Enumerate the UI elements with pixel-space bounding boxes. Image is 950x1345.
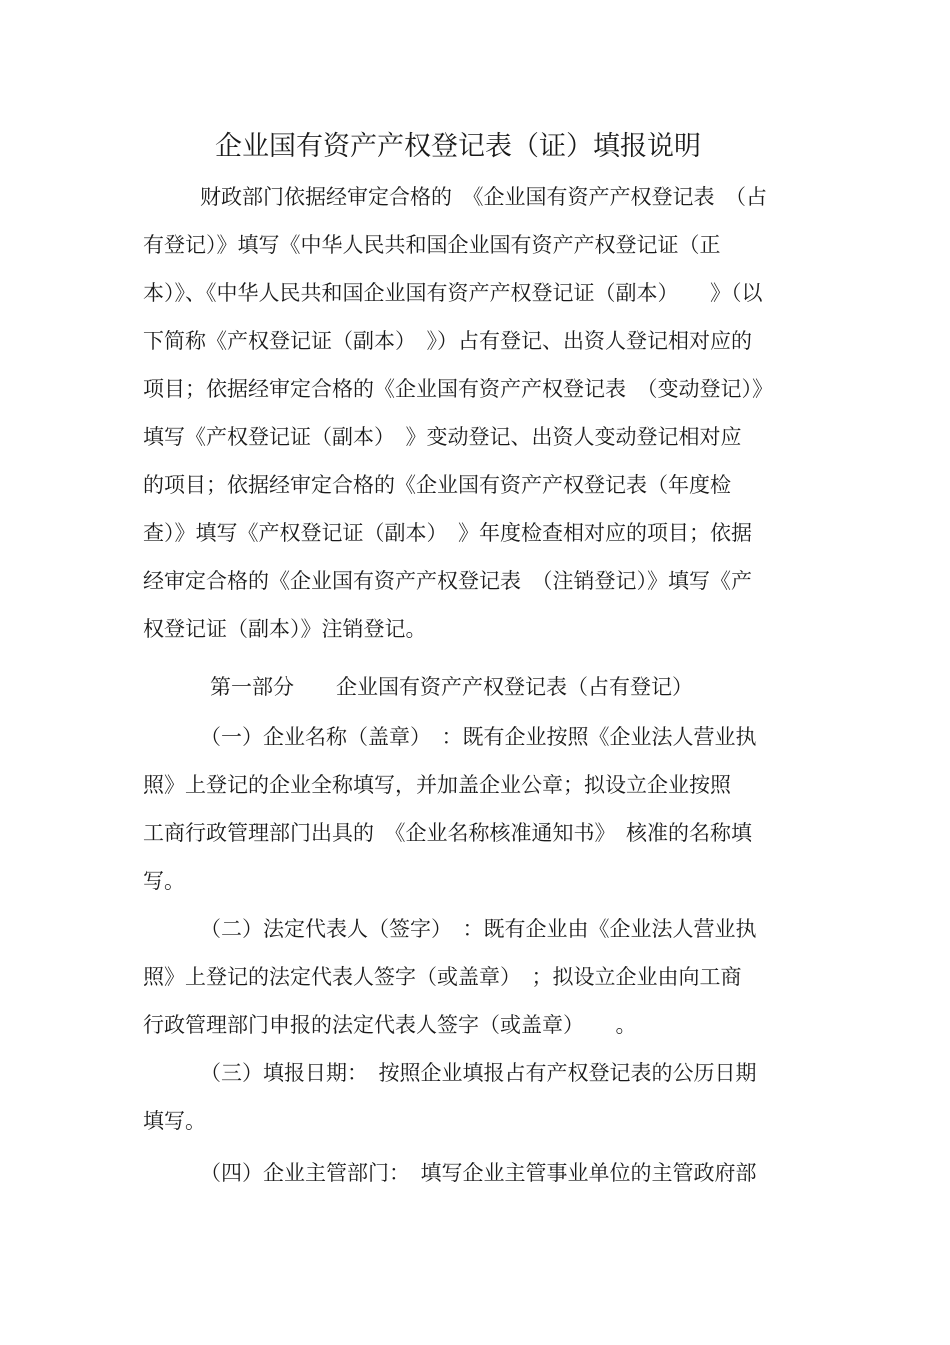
intro-line-6: 填写《产权登记证（副本） 》变动登记、出资人变动登记相对应	[143, 425, 742, 449]
item4-line-1: （四）企业主管部门： 填写企业主管事业单位的主管政府部	[200, 1161, 757, 1185]
intro-line-10: 权登记证（副本）》注销登记。	[143, 617, 427, 641]
item3-line-1: （三）填报日期： 按照企业填报占有产权登记表的公历日期	[200, 1061, 757, 1085]
intro-line-9: 经审定合格的《企业国有资产产权登记表 （注销登记）》填写《产	[143, 569, 752, 593]
intro-line-3: 本）》、《中华人民共和国企业国有资产产权登记证（副本） 》（以	[143, 281, 763, 305]
intro-line-4: 下简称《产权登记证（副本） 》）占有登记、出资人登记相对应的	[143, 329, 752, 353]
intro-line-5: 项目；依据经审定合格的《企业国有资产产权登记表 （变动登记）》	[143, 377, 773, 401]
intro-line-8: 查）》填写《产权登记证（副本） 》年度检查相对应的项目；依据	[143, 521, 752, 545]
item2-line-1: （二）法定代表人（签字） ：既有企业由《企业法人营业执	[200, 917, 757, 941]
intro-line-2: 有登记）》填写《中华人民共和国企业国有资产产权登记证（正	[143, 233, 721, 257]
part1-heading: 第一部分 企业国有资产产权登记表（占有登记）	[210, 675, 693, 699]
item1-line-2: 照》上登记的企业全称填写，并加盖企业公章；拟设立企业按照	[143, 773, 731, 797]
item1-line-4: 写。	[143, 869, 185, 893]
item2-line-2: 照》上登记的法定代表人签字（或盖章） ；拟设立企业由向工商	[143, 965, 742, 989]
item2-line-3: 行政管理部门申报的法定代表人签字（或盖章） 。	[143, 1013, 637, 1037]
intro-line-7: 的项目；依据经审定合格的《企业国有资产产权登记表（年度检	[143, 473, 731, 497]
item3-line-2: 填写。	[143, 1109, 206, 1133]
item1-line-3: 工商行政管理部门出具的 《企业名称核准通知书》 核准的名称填	[143, 821, 752, 845]
intro-line-1: 财政部门依据经审定合格的 《企业国有资产产权登记表 （占	[200, 185, 767, 209]
item1-line-1: （一）企业名称（盖章） ：既有企业按照《企业法人营业执	[200, 725, 757, 749]
document-title: 企业国有资产产权登记表（证）填报说明	[215, 131, 701, 162]
